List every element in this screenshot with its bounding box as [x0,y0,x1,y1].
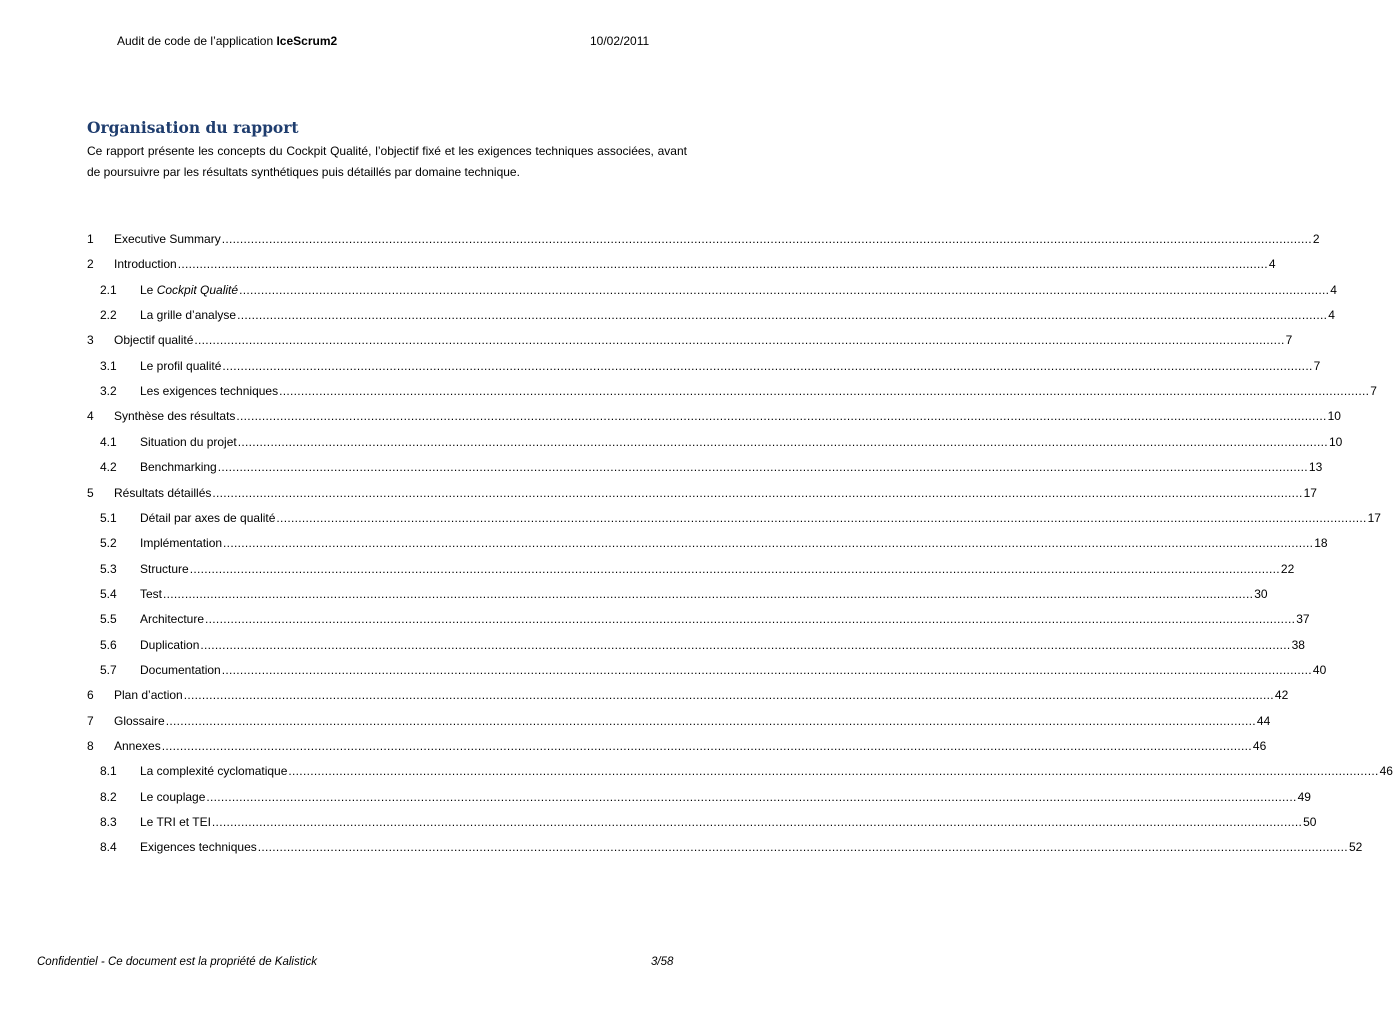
toc-entry[interactable] [100,431,1343,449]
toc-dot-leader: ............................................................................................................................................................................................................................................................................................................ [236,409,1327,423]
toc-entry-title: Situation du projet [140,435,237,449]
toc-entry-title: Implémentation [140,536,223,550]
toc-dot-leader: ............................................................................................................................................................................................................................................................................................................ [279,384,1370,398]
toc-dot-leader: ............................................................................................................................................................................................................................................................................................................ [194,333,1285,347]
document-title-prefix: Audit de code de l’application [117,34,277,48]
toc-entry-number: 8.1 [100,764,117,778]
toc-entry-title: Structure [140,562,189,576]
toc-dot-leader: ............................................................................................................................................................................................................................................................................................................ [165,714,1256,728]
toc-entry-number: 7 [87,714,94,728]
toc-dot-leader: ............................................................................................................................................................................................................................................................................................................ [217,460,1308,474]
toc-entry-number: 6 [87,688,94,702]
toc-entry-number: 5.5 [100,612,117,626]
toc-dot-leader: ............................................................................................................................................................................................................................................................................................................ [257,840,1348,854]
toc-entry-title: Détail par axes de qualité [140,511,276,525]
toc-entry-number: 5 [87,486,94,500]
toc-dot-leader: ............................................................................................................................................................................................................................................................................................................ [205,612,1296,626]
toc-dot-leader: ............................................................................................................................................................................................................................................................................................................ [221,232,1312,246]
toc-dot-leader: ............................................................................................................................................................................................................................................................................................................ [163,587,1254,601]
toc-entry[interactable] [100,760,1393,778]
document-title [117,34,337,48]
toc-entry-page: 7 [1370,384,1377,398]
toc-entry-title: La grille d’analyse [140,308,237,322]
toc-dot-leader: ............................................................................................................................................................................................................................................................................................................ [183,688,1274,702]
toc-entry-page: 17 [1367,511,1381,525]
document-date: 10/02/2011 [590,34,650,48]
toc-dot-leader: ............................................................................................................................................................................................................................................................................................................ [222,359,1313,373]
toc-dot-leader: ............................................................................................................................................................................................................................................................................................................ [200,638,1291,652]
toc-entry-page: 50 [1303,815,1317,829]
toc-dot-leader: ............................................................................................................................................................................................................................................................................................................ [288,764,1379,778]
toc-entry-page: 10 [1327,409,1341,423]
toc-entry[interactable] [100,786,1311,804]
toc-dot-leader: ............................................................................................................................................................................................................................................................................................................ [223,536,1314,550]
toc-entry-number: 2.2 [100,308,117,322]
toc-entry[interactable] [100,279,1337,297]
toc-entry-title: Duplication [140,638,200,652]
document-title-app: IceScrum2 [276,34,338,48]
toc-dot-leader: ............................................................................................................................................................................................................................................................................................................ [161,739,1252,753]
toc-entry-number: 2 [87,257,94,271]
toc-entry-page: 18 [1314,536,1328,550]
toc-entry-page: 17 [1303,486,1317,500]
toc-entry-number: 4.1 [100,435,117,449]
toc-entry-number: 3.1 [100,359,117,373]
toc-dot-leader: ............................................................................................................................................................................................................................................................................................................ [212,486,1303,500]
toc-entry[interactable] [100,634,1305,652]
toc-entry-title: Objectif qualité [114,333,194,347]
toc-entry-title: Le TRI et TEI [140,815,211,829]
toc-entry[interactable] [87,710,1271,728]
toc-entry[interactable] [87,329,1293,347]
toc-entry-page: 46 [1252,739,1267,753]
toc-entry-title [140,283,239,297]
toc-entry[interactable] [100,456,1323,474]
toc-entry[interactable] [100,558,1295,576]
toc-dot-leader: ............................................................................................................................................................................................................................................................................................................ [221,663,1312,677]
toc-entry-page: 49 [1297,790,1311,804]
toc-entry-number: 4.2 [100,460,117,474]
toc-entry-number: 8 [87,739,94,753]
section-heading: Organisation du rapport [87,118,299,137]
section-intro: Ce rapport présente les concepts du Cockpit Qualité, l’objectif fixé et les exigences techniques associées, avant de poursuivre par les résultats synthétiques puis détaillés par domaine technique. [87,144,687,179]
toc-dot-leader: ............................................................................................................................................................................................................................................................................................................ [237,308,1328,322]
toc-entry-title: Synthèse des résultats [114,409,236,423]
toc-entry-number: 5.7 [100,663,117,677]
toc-entry[interactable] [87,735,1267,753]
toc-entry-page: 46 [1379,764,1393,778]
toc-entry[interactable] [100,811,1317,829]
toc-entry-number: 4 [87,409,94,423]
toc-entry-title: Executive Summary [114,232,221,246]
toc-dot-leader: ............................................................................................................................................................................................................................................................................................................ [177,257,1268,271]
toc-entry-title: Test [140,587,163,601]
toc-entry-number: 1 [87,232,94,246]
toc-entry-number: 3.2 [100,384,117,398]
toc-entry-number: 5.4 [100,587,117,601]
toc-entry[interactable] [100,608,1310,626]
toc-entry-title-italic: Cockpit Qualité [156,283,239,297]
toc-entry[interactable] [100,380,1377,398]
toc-entry-number: 5.3 [100,562,117,576]
toc-entry-number: 3 [87,333,94,347]
toc-entry-page: 4 [1268,257,1276,271]
toc-entry[interactable] [100,583,1268,601]
toc-dot-leader: ............................................................................................................................................................................................................................................................................................................ [211,815,1303,829]
page-indicator: 3/58 [651,956,674,968]
toc-entry-title: Introduction [114,257,177,271]
toc-entry-page: 30 [1254,587,1268,601]
toc-entry[interactable] [100,507,1381,525]
toc-dot-leader: ............................................................................................................................................................................................................................................................................................................ [206,790,1297,804]
toc-entry-page: 22 [1280,562,1295,576]
toc-entry-title-prefix: Le [140,283,157,297]
toc-entry[interactable] [100,355,1321,373]
toc-entry-title: Le couplage [140,790,206,804]
toc-entry-title: Documentation [140,663,221,677]
toc-entry-page: 40 [1312,663,1327,677]
toc-entry-number: 5.6 [100,638,117,652]
toc-entry-title: Architecture [140,612,205,626]
toc-entry-number: 5.1 [100,511,117,525]
toc-entry-title: Benchmarking [140,460,217,474]
toc-entry-page: 10 [1328,435,1343,449]
toc-entry[interactable] [87,228,1320,246]
toc-entry-title: Le profil qualité [140,359,222,373]
toc-entry-page: 42 [1274,688,1289,702]
toc-entry[interactable] [87,253,1276,271]
toc-entry-title: Annexes [114,739,161,753]
toc-entry[interactable] [100,532,1328,550]
toc-entry-page: 2 [1312,232,1320,246]
toc-entry[interactable] [100,304,1335,322]
toc-entry-title: Exigences techniques [140,840,257,854]
toc-entry-number: 8.4 [100,840,117,854]
toc-entry-number: 8.3 [100,815,117,829]
toc-entry[interactable] [87,405,1341,423]
toc-entry[interactable] [100,836,1363,854]
toc-entry-number: 2.1 [100,283,117,297]
toc-entry[interactable] [87,684,1289,702]
toc-entry-page: 52 [1348,840,1363,854]
confidentiality-notice: Confidentiel - Ce document est la propriété de Kalistick [37,956,317,968]
toc-entry-page: 4 [1330,283,1337,297]
toc-entry-page: 38 [1291,638,1305,652]
toc-entry-page: 7 [1313,359,1321,373]
page-header [0,34,728,54]
toc-entry-title: Glossaire [114,714,165,728]
toc-entry-title: Résultats détaillés [114,486,212,500]
toc-entry[interactable] [100,659,1327,677]
toc-entry-page: 4 [1328,308,1335,322]
toc-entry-page: 37 [1296,612,1310,626]
toc-dot-leader: ............................................................................................................................................................................................................................................................................................................ [276,511,1367,525]
toc-entry-number: 8.2 [100,790,117,804]
toc-entry-page: 44 [1256,714,1271,728]
toc-entry[interactable] [87,482,1317,500]
toc-entry-title: Les exigences techniques [140,384,279,398]
page-footer [0,956,728,972]
toc-entry-page: 7 [1285,333,1293,347]
toc-entry-title: Plan d’action [114,688,183,702]
toc-entry-title: La complexité cyclomatique [140,764,288,778]
toc-dot-leader: ............................................................................................................................................................................................................................................................................................................ [239,283,1330,297]
toc-dot-leader: ............................................................................................................................................................................................................................................................................................................ [237,435,1328,449]
toc-dot-leader: ............................................................................................................................................................................................................................................................................................................ [189,562,1280,576]
toc-entry-number: 5.2 [100,536,117,550]
toc-entry-page: 13 [1308,460,1323,474]
